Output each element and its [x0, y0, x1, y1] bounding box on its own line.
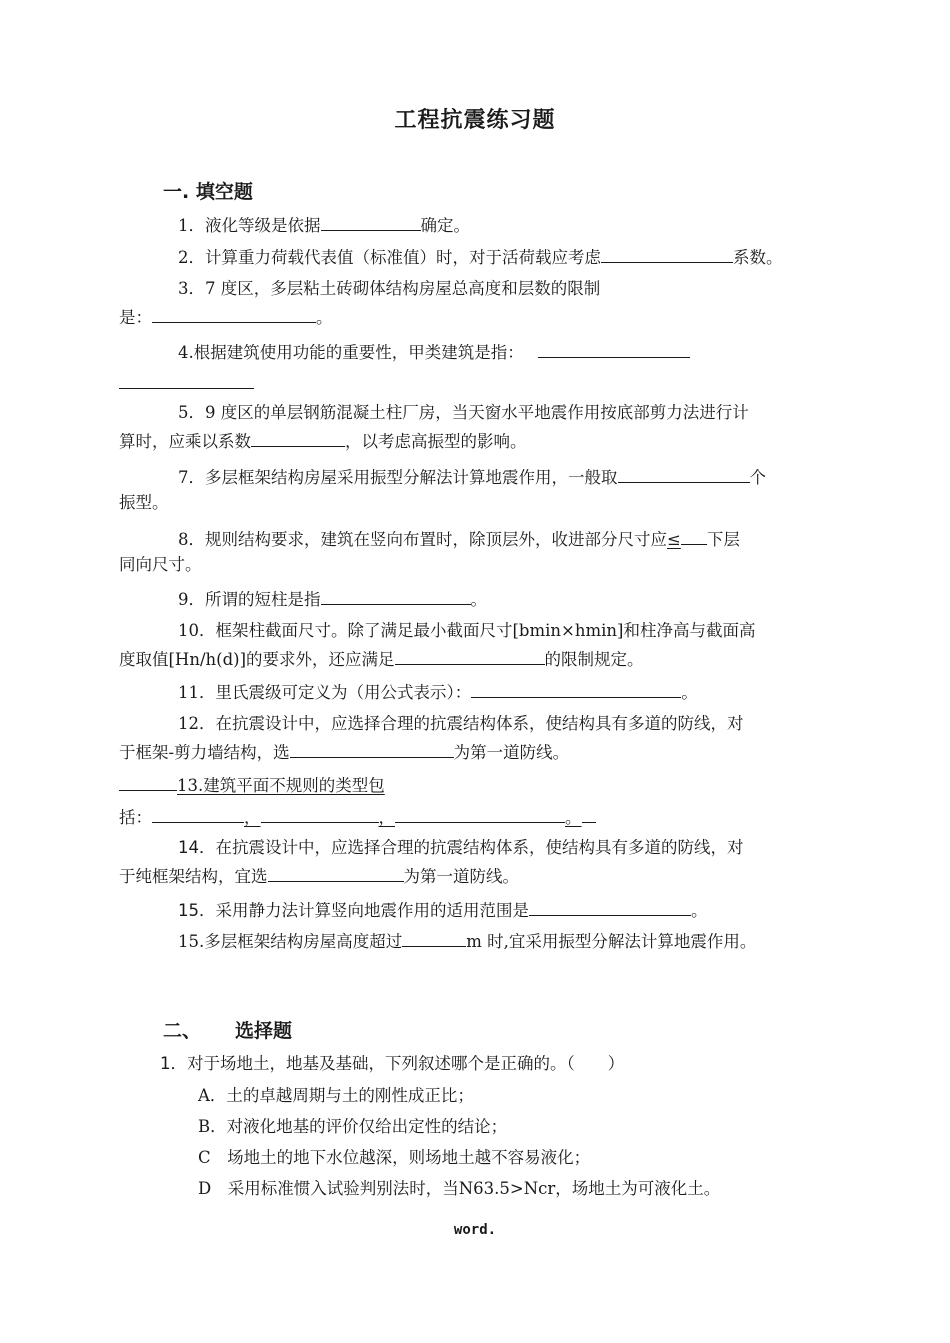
question-9: [178, 588, 487, 610]
question-15b-text: 15.多层框架结构房屋高度超过: [178, 932, 403, 951]
question-10-suffix: 的限制规定。: [544, 650, 644, 669]
section-2-heading: 选择题: [235, 1020, 293, 1042]
question-1-text: 液化等级是依据: [205, 216, 321, 235]
page-footer: word.: [453, 1222, 497, 1238]
question-13-lead-line: [119, 774, 177, 791]
question-3-suffix: 。: [316, 308, 333, 327]
question-14-text-2: 于纯框架结构，宜选: [119, 867, 268, 886]
question-1-blank[interactable]: [321, 214, 421, 231]
question-13-blank-1[interactable]: [152, 806, 244, 823]
question-4-blank-2[interactable]: [119, 372, 254, 389]
question-9-text: 所谓的短柱是指: [205, 590, 321, 609]
question-10-blank[interactable]: [395, 648, 545, 665]
question-13-line-1: [119, 774, 385, 796]
choice-option-d[interactable]: D 采用标准惯入试验判别法时，当N63.5>Ncr，场地土为可液化土。: [198, 1179, 721, 1198]
question-15a-blank[interactable]: [529, 899, 691, 916]
choice-question-1-stem: 对于场地土，地基及基础，下列叙述哪个是正确的。（ ）: [187, 1054, 625, 1073]
question-7-line-1: [178, 466, 766, 488]
question-8-blank[interactable]: [681, 528, 707, 545]
question-11-suffix: 。: [681, 683, 698, 702]
question-13-sep-1: ，: [244, 808, 261, 827]
question-12-blank[interactable]: [290, 741, 454, 758]
choice-question-1: [160, 1054, 624, 1074]
choice-option-a[interactable]: A．土的卓越周期与土的刚性成正比；: [198, 1086, 474, 1105]
question-15b-blank[interactable]: [402, 930, 466, 947]
question-1: [178, 214, 470, 236]
question-13-tail-line: [582, 806, 596, 823]
question-7-line-2: 振型。: [119, 493, 169, 512]
question-2-blank[interactable]: [601, 246, 733, 263]
question-13-prefix: 括：: [119, 808, 152, 827]
question-3-blank[interactable]: [152, 306, 316, 323]
question-9-suffix: 。: [470, 590, 487, 609]
section-1-heading: 一. 填空题: [163, 181, 253, 203]
question-2: [178, 246, 783, 268]
question-14-text: 在抗震设计中，应选择合理的抗震结构体系，使结构具有多道的防线，对: [215, 838, 744, 857]
question-13-blank-3[interactable]: [395, 806, 565, 823]
question-3-line-2: [119, 306, 333, 328]
document-title: 工程抗震练习题: [394, 108, 556, 133]
question-4-text: 4.根据建筑使用功能的重要性，甲类建筑是指：: [178, 343, 524, 362]
question-2-text: 2．计算重力荷载代表值（标准值）时，对于活荷载应考虑: [178, 248, 601, 267]
question-8-suffix: 下层: [706, 530, 740, 549]
question-15a-suffix: 。: [691, 901, 708, 920]
question-8-symbol: ≤: [667, 530, 681, 549]
question-15b: [178, 930, 756, 952]
question-5-line-1: 5．9 度区的单层钢筋混凝土柱厂房，当天窗水平地震作用按底部剪力法进行计: [178, 403, 749, 422]
question-12-line-1: 12．在抗震设计中，应选择合理的抗震结构体系，使结构具有多道的防线，对: [178, 714, 744, 733]
question-14-blank[interactable]: [268, 865, 404, 882]
question-9-number: 9．: [178, 590, 205, 609]
question-14-line-1: [178, 838, 744, 858]
question-3-prefix: 是：: [119, 308, 152, 327]
question-8-text: 8．规则结构要求，建筑在竖向布置时，除顶层外，收进部分尺寸应: [178, 530, 667, 549]
question-15a-text: 采用静力法计算竖向地震作用的适用范围是: [215, 901, 529, 920]
question-12-suffix: 为第一道防线。: [453, 743, 570, 762]
question-11-text: 11．里氏震级可定义为（用公式表示）：: [178, 683, 472, 702]
question-5-line-2: [119, 430, 527, 452]
choice-option-b[interactable]: B．对液化地基的评价仅给出定性的结论；: [198, 1117, 508, 1136]
question-10-line-2: [119, 648, 644, 670]
question-11-blank[interactable]: [471, 681, 681, 698]
question-13-sep-2: ，: [378, 808, 395, 827]
question-15a: [178, 899, 708, 921]
question-12-text: 于框架-剪力墙结构，选: [119, 743, 290, 762]
question-7-suffix: 个: [749, 468, 766, 487]
question-7-blank[interactable]: [618, 466, 750, 483]
choice-option-c[interactable]: C 场地土的地下水位越深，则场地土越不容易液化；: [198, 1148, 591, 1167]
question-13-blank-2[interactable]: [261, 806, 379, 823]
question-10-text: 度取值[Hn/h(d)]的要求外，还应满足: [119, 650, 395, 669]
question-8-line-2: 同向尺寸。: [119, 555, 202, 574]
question-4-line-2: [119, 372, 254, 394]
choice-question-1-number: 1．: [160, 1054, 187, 1073]
question-5-suffix: ，以考虑高振型的影响。: [345, 432, 527, 451]
question-7-text: 7．多层框架结构房屋采用振型分解法计算地震作用，一般取: [178, 468, 618, 487]
question-14-number: 14．: [178, 838, 216, 857]
question-11: [178, 681, 698, 703]
question-13-text: 13.建筑平面不规则的类型包: [177, 776, 385, 795]
question-4: [178, 341, 690, 363]
question-2-suffix: 系数。: [733, 248, 783, 267]
question-14-suffix: 为第一道防线。: [403, 867, 519, 886]
question-5-text: 算时，应乘以系数: [119, 432, 251, 451]
question-15b-suffix: m 时,宜采用振型分解法计算地震作用。: [466, 932, 757, 951]
question-13-line-2: [119, 806, 596, 828]
question-1-suffix: 确定。: [420, 216, 470, 235]
question-3-line-1: 3．7 度区，多层粘土砖砌体结构房屋总高度和层数的限制: [178, 279, 601, 298]
question-8-line-1: [178, 528, 740, 550]
question-10-line-1: 10．框架柱截面尺寸。除了满足最小截面尺寸[bmin×hmin]和柱净高与截面高: [178, 621, 756, 640]
question-12-line-2: [119, 741, 569, 763]
question-4-blank-1[interactable]: [538, 341, 690, 358]
question-9-blank[interactable]: [321, 588, 471, 605]
question-13-end: 。: [565, 808, 582, 827]
question-15a-number: 15．: [178, 901, 216, 920]
section-2-number: 二、: [163, 1020, 202, 1042]
question-1-number: 1．: [178, 216, 205, 235]
question-14-line-2: [119, 865, 519, 887]
question-5-blank[interactable]: [251, 430, 345, 447]
